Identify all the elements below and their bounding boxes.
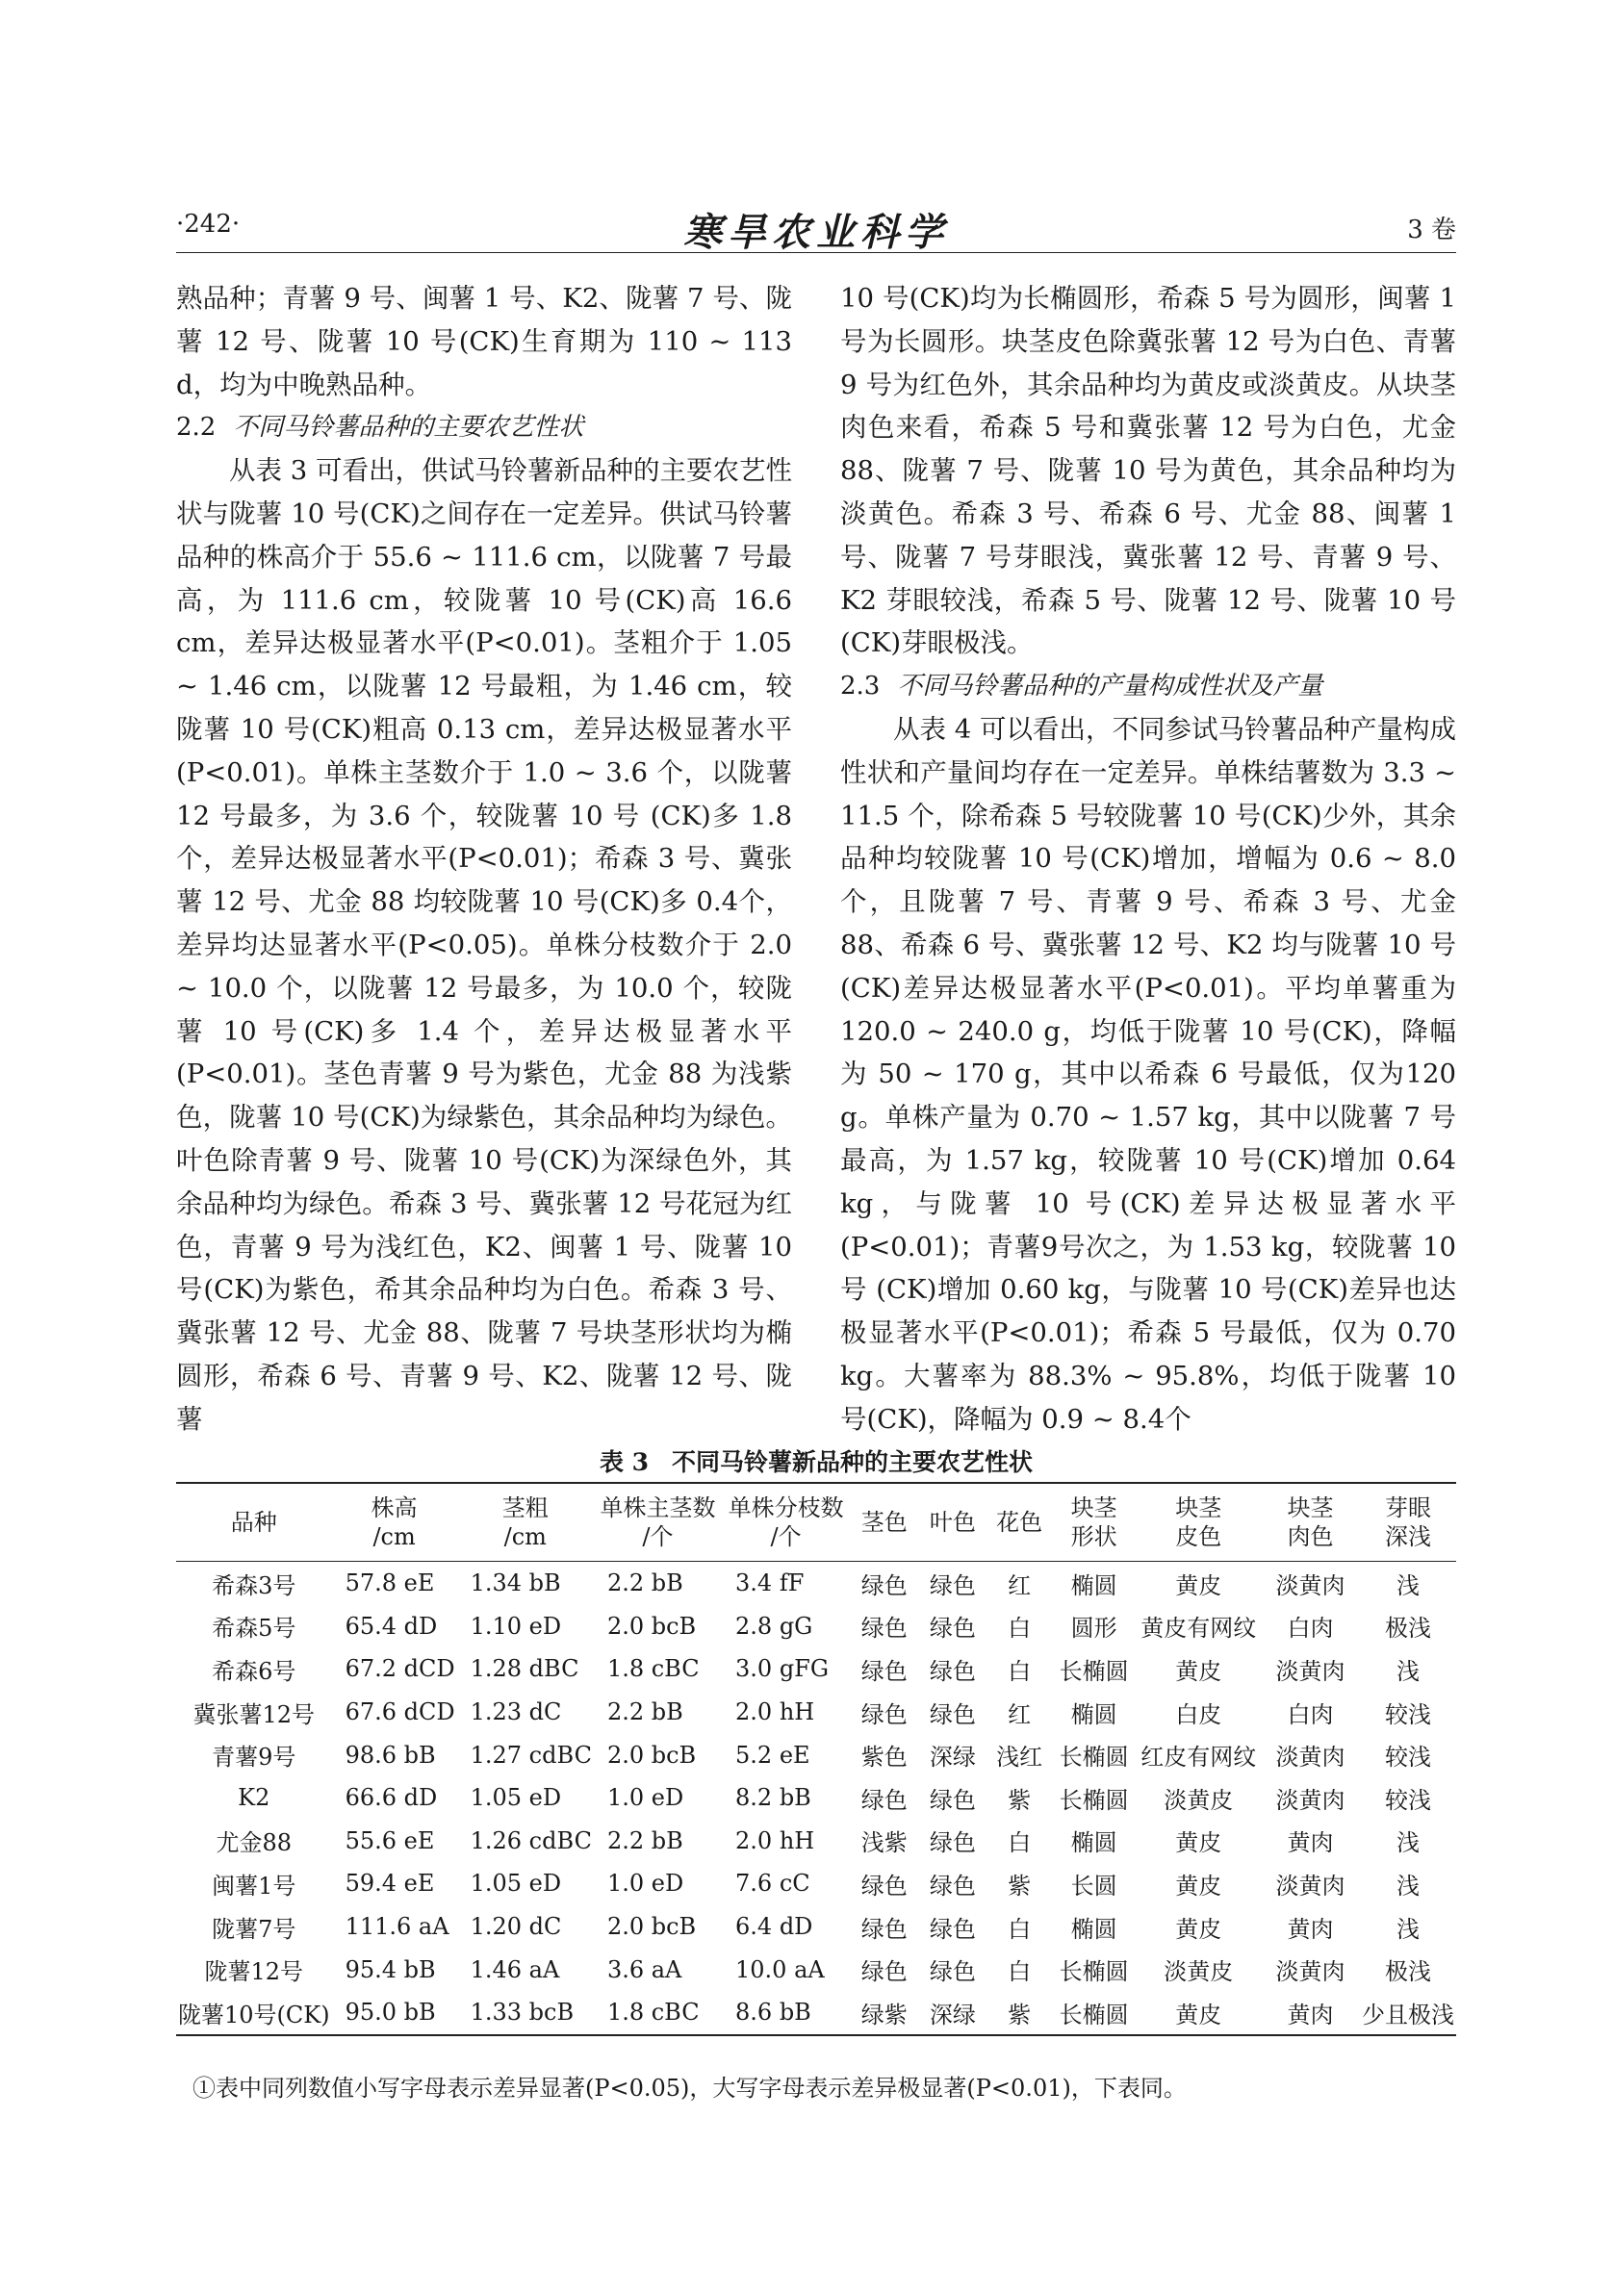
table-cell: 1.34 bB — [470, 1569, 561, 1597]
column-header: 芽眼 深浅 — [1384, 1494, 1431, 1550]
column-header: 花色 — [996, 1509, 1043, 1536]
table-cell: 黄皮 — [1175, 1872, 1222, 1900]
table-cell: 绿色 — [860, 1915, 908, 1943]
table-cell: 尤金88 — [216, 1829, 293, 1857]
table-row — [176, 1820, 1456, 1863]
column-header: 叶色 — [929, 1509, 976, 1536]
table-cell: 绿色 — [929, 1571, 976, 1599]
journal-title: 寒旱农业科学 — [683, 210, 949, 255]
table-cell: 黄皮 — [1175, 2001, 1222, 2028]
table-cell: 浅 — [1396, 1872, 1420, 1900]
table-cell: 长椭圆 — [1059, 1958, 1129, 1986]
table-cell: 绿色 — [929, 1786, 976, 1814]
table-cell: 1.0 eD — [606, 1784, 684, 1812]
table-cell: 10.0 aA — [735, 1955, 825, 1983]
table-row — [176, 1948, 1456, 1991]
table-cell: 5.2 eE — [735, 1741, 810, 1769]
column-header: 茎粗 /cm — [501, 1494, 549, 1550]
body-paragraph: 10 号(CK)均为长椭圆形，希森 5 号为圆形，闽薯 1 号为长圆形。块茎皮色除冀张薯 12 号为白色、青薯 9 号为红色外，其余品种均为黄皮或淡黄皮。从块茎肉色来看，希森 5 号和冀张薯 12 号为白色，尤金 88、陇薯 7 号、陇薯 10 号为黄色，其余品种均为淡黄色。希森 3 号、希森 6 号、尤金 88、闽薯 1 号、陇薯 7 号芽眼浅，冀张薯 12 号、青薯 9 号、K2 芽眼较浅，希森 5 号、陇薯 12 号、陇薯 10 号(CK)芽眼极浅。 — [840, 283, 1456, 659]
table-cell: 黄皮 — [1175, 1571, 1222, 1599]
table-cell: 淡黄肉 — [1275, 1872, 1345, 1900]
table-cell: 淡黄肉 — [1275, 1657, 1345, 1685]
table-cell: 陇薯12号 — [204, 1958, 304, 1986]
table-cell: 白皮 — [1175, 1700, 1222, 1728]
table-cell: 2.2 bB — [606, 1569, 683, 1597]
table-cell: 2.2 bB — [606, 1698, 683, 1726]
table-cell: 淡黄肉 — [1275, 1571, 1345, 1599]
table-cell: 圆形 — [1070, 1615, 1117, 1643]
table-cell: 希森5号 — [212, 1615, 296, 1643]
table-cell: 绿色 — [860, 1958, 908, 1986]
table-cell: 绿紫 — [860, 2001, 908, 2028]
table-cell: 65.4 dD — [345, 1612, 438, 1640]
table-cell: 绿色 — [860, 1571, 908, 1599]
table-cell: 希森6号 — [212, 1657, 296, 1685]
table-cell: 绿色 — [860, 1786, 908, 1814]
table-cell: 淡黄肉 — [1275, 1958, 1345, 1986]
table-cell: 冀张薯12号 — [192, 1700, 316, 1728]
table-cell: 黄皮 — [1175, 1829, 1222, 1857]
table-cell: 7.6 cC — [735, 1870, 810, 1898]
table-cell: 绿色 — [929, 1872, 976, 1900]
table-note: ①表中同列数值小写字母表示差异显著(P<0.05)，大写字母表示差异极显著(P<0.01)，下表同。 — [192, 2075, 1187, 2102]
table-cell: 2.8 gG — [735, 1612, 813, 1640]
column-header: 株高 /cm — [371, 1494, 418, 1550]
table-cell: 绿色 — [929, 1657, 976, 1685]
body-paragraph: 熟品种；青薯 9 号、闽薯 1 号、K2、陇薯 7 号、陇薯 12 号、陇薯 10 号(CK)生育期为 110 ~ 113 d，均为中晚熟品种。 — [176, 283, 792, 400]
table-cell: 长椭圆 — [1059, 1744, 1129, 1772]
table-header-row — [176, 1483, 1456, 1562]
table-cell: 淡黄肉 — [1275, 1744, 1345, 1772]
table-cell: 绿色 — [860, 1657, 908, 1685]
table-cell: 111.6 aA — [345, 1913, 449, 1941]
section-heading — [176, 406, 792, 449]
table-cell: 3.0 gFG — [735, 1655, 829, 1683]
table-row — [176, 1562, 1456, 1605]
table-cell: 绿色 — [929, 1915, 976, 1943]
table-cell: 较浅 — [1384, 1700, 1431, 1728]
table-row — [176, 1647, 1456, 1691]
table-cell: 长椭圆 — [1059, 2001, 1129, 2028]
table-cell: 白 — [1008, 1915, 1032, 1943]
table-cell: 少且极浅 — [1361, 2001, 1454, 2028]
column-header: 块茎 肉色 — [1287, 1494, 1334, 1550]
table-cell: 1.23 dC — [470, 1698, 562, 1726]
table-cell: 绿色 — [929, 1829, 976, 1857]
table-cell: 浅紫 — [860, 1829, 908, 1857]
table-cell: 黄皮 — [1175, 1657, 1222, 1685]
table-cell: 绿色 — [929, 1958, 976, 1986]
table-cell: 3.6 aA — [606, 1955, 682, 1983]
table-cell: 长圆 — [1070, 1872, 1117, 1900]
section-number: 2.3 — [840, 672, 881, 702]
table-cell: 1.20 dC — [470, 1913, 562, 1941]
table-cell: 较浅 — [1384, 1744, 1431, 1772]
table-cell: 黄肉 — [1287, 1829, 1334, 1857]
right-column — [840, 277, 1456, 1435]
table-cell: 红皮有网纹 — [1140, 1744, 1257, 1772]
table-cell: 8.2 bB — [735, 1784, 811, 1812]
table-cell: K2 — [238, 1784, 270, 1812]
section-title: 不同马铃薯品种的产量构成性状及产量 — [897, 672, 1323, 702]
table-cell: 白肉 — [1287, 1615, 1334, 1643]
table-cell: 深绿 — [929, 1744, 976, 1772]
table-cell: 椭圆 — [1070, 1571, 1117, 1599]
table-cell: 较浅 — [1384, 1786, 1431, 1814]
table-cell: 2.0 bcB — [606, 1612, 697, 1640]
table-cell: 95.4 bB — [345, 1955, 436, 1983]
table-row — [176, 1776, 1456, 1820]
header-rule — [176, 252, 1456, 253]
table-cell: 淡黄皮 — [1164, 1786, 1234, 1814]
table-cell: 黄肉 — [1287, 2001, 1334, 2028]
table-cell: 95.0 bB — [345, 1999, 436, 2027]
table-cell: 浅 — [1396, 1657, 1420, 1685]
volume-label: 3 卷 — [1407, 216, 1456, 244]
table-cell: 1.26 cdBC — [470, 1826, 592, 1854]
table-cell: 1.10 eD — [470, 1612, 562, 1640]
table-cell: 闽薯1号 — [212, 1872, 296, 1900]
table-cell: 浅红 — [996, 1744, 1043, 1772]
table-row — [176, 1733, 1456, 1776]
table-row — [176, 1991, 1456, 2035]
column-header: 品种 — [230, 1509, 277, 1536]
body-paragraph: 从表 4 可以看出，不同参试马铃薯品种产量构成性状和产量间均存在一定差异。单株结薯数为 3.3 ~ 11.5 个，除希森 5 号较陇薯 10 号(CK)少外，其余品种均较陇薯 10 号(CK)增加，增幅为 0.6 ~ 8.0 个，且陇薯 7 号、青薯 9 号、希森 3 号、尤金 88、希森 6 号、冀张薯 12 号、K2 均与陇薯 10 号(CK)差异达极显著水平(P<0.01)。平均单薯重为 120.0 ~ 240.0 g，均低于陇薯 10 号(CK)，降幅为 50 ~ 170 g，其中以希森 6 号最低，仅为120 g。单株产量为 0.70 ~ 1.57 kg，其中以陇薯 7 号最高，为 1.57 kg，较陇薯 10 号(CK)增加 0.64 kg，与陇薯 10 号(CK)差异达极显著水平(P<0.01)；青薯9号次之，为 1.53 kg，较陇薯 10 号 (CK)增加 0.60 kg，与陇薯 10 号(CK)差异也达极显著水平(P<0.01)；希森 5 号最低，仅为 0.70 kg。大薯率为 88.3% ~ 95.8%，均低于陇薯 10 号(CK)，降幅为 0.9 ~ 8.4个 — [840, 713, 1456, 1435]
table-cell: 2.2 bB — [606, 1826, 683, 1854]
table-cell: 紫 — [1008, 1786, 1032, 1814]
table-row — [176, 1905, 1456, 1949]
table-cell: 绿色 — [860, 1700, 908, 1728]
table-cell: 长椭圆 — [1059, 1786, 1129, 1814]
table-cell: 2.0 bcB — [606, 1913, 697, 1941]
table-cell: 59.4 eE — [345, 1870, 435, 1898]
table-cell: 3.4 fF — [735, 1569, 805, 1597]
table-cell: 57.8 eE — [345, 1569, 435, 1597]
table-cell: 紫 — [1008, 1872, 1032, 1900]
section-title: 不同马铃薯品种的主要农艺性状 — [233, 413, 584, 443]
table-cell: 紫色 — [860, 1744, 908, 1772]
table-cell: 1.8 cBC — [606, 1655, 700, 1683]
left-column — [176, 277, 792, 1435]
table-cell: 2.0 hH — [735, 1826, 815, 1854]
table-cell: 绿色 — [860, 1615, 908, 1643]
column-header: 块茎 形状 — [1070, 1494, 1117, 1550]
column-header: 茎色 — [860, 1509, 908, 1536]
agronomic-traits-table — [176, 1482, 1456, 2036]
table-cell: 67.6 dCD — [345, 1698, 455, 1726]
section-heading — [840, 665, 1456, 708]
body-paragraph: 从表 3 可看出，供试马铃薯新品种的主要农艺性状与陇薯 10 号(CK)之间存在一定差异。供试马铃薯品种的株高介于 55.6 ~ 111.6 cm，以陇薯 7 号最高，为 111.6 cm，较陇薯 10 号(CK)高 16.6 cm，差异达极显著水平(P<0.01)。茎粗介于 1.05 ~ 1.46 cm，以陇薯 12 号最粗，为 1.46 cm，较陇薯 10 号(CK)粗高 0.13 cm，差异达极显著水平(P<0.01)。单株主茎数介于 1.0 ~ 3.6 个，以陇薯 12 号最多，为 3.6 个，较陇薯 10 号 (CK)多 1.8 个，差异达极显著水平(P<0.01)；希森 3 号、冀张薯 12 号、尤金 88 均较陇薯 10 号(CK)多 0.4个，差异均达显著水平(P<0.05)。单株分枝数介于 2.0 ~ 10.0 个，以陇薯 12 号最多，为 10.0 个，较陇薯 10 号(CK)多 1.4 个，差异达极显著水平(P<0.01)。茎色青薯 9 号为紫色，尤金 88 为浅紫色，陇薯 10 号(CK)为绿紫色，其余品种均为绿色。叶色除青薯 9 号、陇薯 10 号(CK)为深绿色外，其余品种均为绿色。希森 3 号、冀张薯 12 号花冠为红色，青薯 9 号为浅红色，K2、闽薯 1 号、陇薯 10 号(CK)为紫色，希其余品种均为白色。希森 3 号、冀张薯 12 号、尤金 88、陇薯 7 号块茎形状均为椭圆形，希森 6 号、青薯 9 号、K2、陇薯 12 号、陇薯 — [176, 455, 792, 1435]
table-cell: 66.6 dD — [345, 1784, 438, 1812]
table-cell: 浅 — [1396, 1915, 1420, 1943]
table-cell: 67.2 dCD — [345, 1655, 455, 1683]
table-row — [176, 1862, 1456, 1905]
table-caption — [176, 1443, 1456, 1478]
table-cell: 1.0 eD — [606, 1870, 684, 1898]
table-cell: 陇薯7号 — [212, 1915, 296, 1943]
section-number: 2.2 — [176, 413, 217, 443]
table-cell: 1.05 eD — [470, 1784, 562, 1812]
table-cell: 1.27 cdBC — [470, 1741, 592, 1769]
table-cell: 淡黄皮 — [1164, 1958, 1234, 1986]
table-cell: 希森3号 — [212, 1571, 296, 1599]
column-header: 块茎 皮色 — [1175, 1494, 1222, 1550]
table-cell: 白肉 — [1287, 1700, 1334, 1728]
table-cell: 1.05 eD — [470, 1870, 562, 1898]
table-row — [176, 1691, 1456, 1734]
table-cell: 黄皮有网纹 — [1140, 1615, 1257, 1643]
column-header: 单株分枝数 /个 — [728, 1494, 844, 1550]
table-cell: 紫 — [1008, 2001, 1032, 2028]
table-body — [176, 1562, 1456, 2035]
table-cell: 淡黄肉 — [1275, 1786, 1345, 1814]
table-cell: 浅 — [1396, 1829, 1420, 1857]
table-cell: 白 — [1008, 1958, 1032, 1986]
table-cell: 白 — [1008, 1657, 1032, 1685]
table-cell: 红 — [1008, 1571, 1032, 1599]
table-cell: 1.28 dBC — [470, 1655, 579, 1683]
table-cell: 极浅 — [1384, 1958, 1431, 1986]
table-cell: 8.6 bB — [735, 1999, 811, 2027]
table-cell: 白 — [1008, 1615, 1032, 1643]
table-cell: 极浅 — [1384, 1615, 1431, 1643]
page-number: ·242· — [176, 210, 241, 239]
table-cell: 浅 — [1396, 1571, 1420, 1599]
table-cell: 55.6 eE — [345, 1826, 435, 1854]
table-cell: 绿色 — [929, 1615, 976, 1643]
table-cell: 1.33 bcB — [470, 1999, 575, 2027]
table-number: 表 3 — [599, 1448, 650, 1476]
table-cell: 陇薯10号(CK) — [178, 2001, 330, 2028]
table-cell: 长椭圆 — [1059, 1657, 1129, 1685]
table-cell: 绿色 — [860, 1872, 908, 1900]
table-cell: 青薯9号 — [212, 1744, 296, 1772]
table-cell: 白 — [1008, 1829, 1032, 1857]
table-cell: 黄肉 — [1287, 1915, 1334, 1943]
table-title: 不同马铃薯新品种的主要农艺性状 — [672, 1448, 1034, 1476]
table-cell: 98.6 bB — [345, 1741, 436, 1769]
page-header — [176, 202, 1456, 255]
table-cell: 深绿 — [929, 2001, 976, 2028]
table-cell: 椭圆 — [1070, 1829, 1117, 1857]
column-header: 单株主茎数 /个 — [600, 1494, 716, 1550]
table-cell: 黄皮 — [1175, 1915, 1222, 1943]
table-cell: 红 — [1008, 1700, 1032, 1728]
table-cell: 1.46 aA — [470, 1955, 560, 1983]
table-cell: 2.0 hH — [735, 1698, 815, 1726]
table-cell: 1.8 cBC — [606, 1999, 700, 2027]
table-cell: 2.0 bcB — [606, 1741, 697, 1769]
table-row — [176, 1605, 1456, 1648]
table-cell: 6.4 dD — [735, 1913, 813, 1941]
table-cell: 绿色 — [929, 1700, 976, 1728]
table-cell: 椭圆 — [1070, 1700, 1117, 1728]
table-cell: 椭圆 — [1070, 1915, 1117, 1943]
